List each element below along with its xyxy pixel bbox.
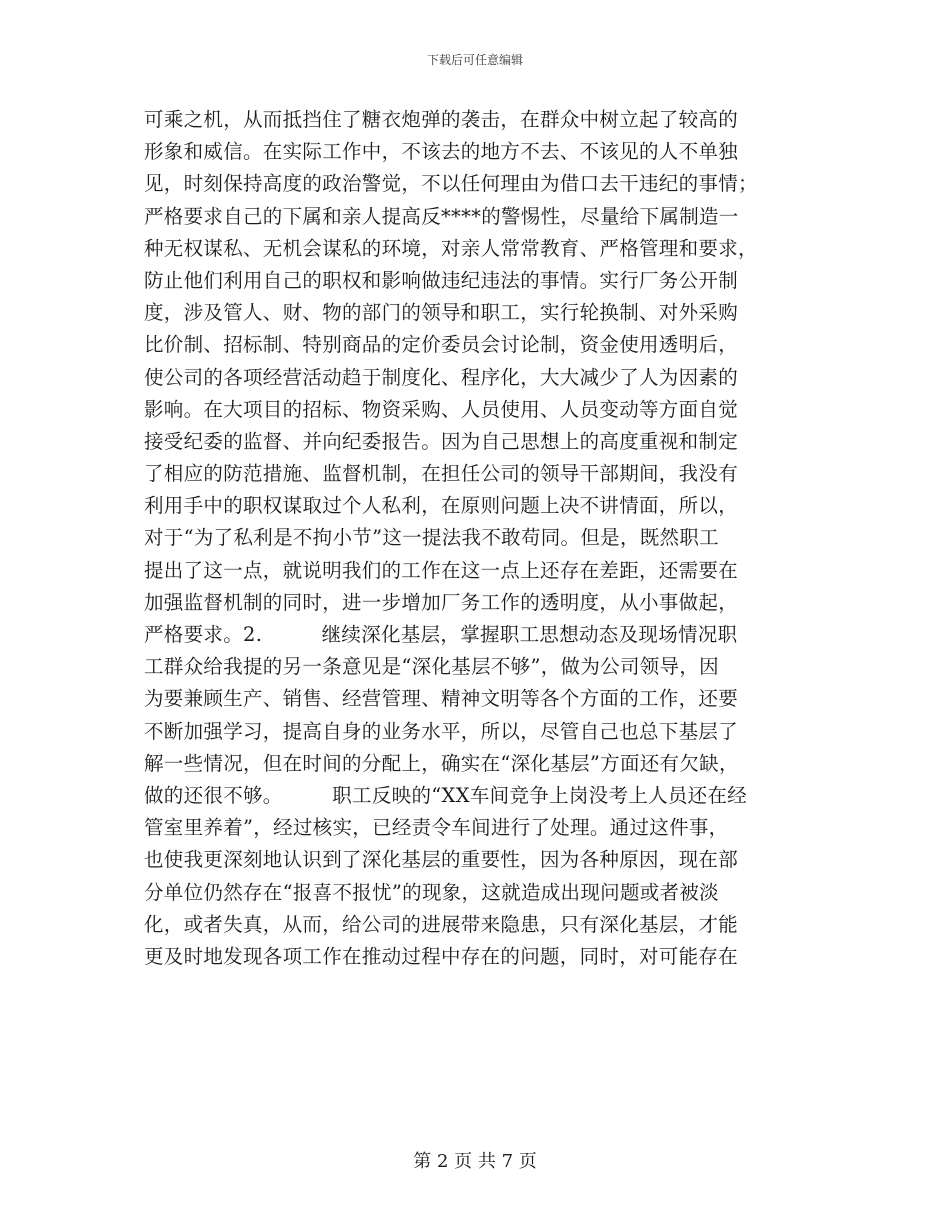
body-text-line: 比价制、招标制、特别商品的定价委员会讨论制，资金使用透明后， (144, 333, 739, 357)
body-text-line: 影响。在大项目的招标、物资采购、人员使用、人员变动等方面自觉 (144, 397, 739, 421)
body-text-line: 使公司的各项经营活动趋于制度化、程序化，大大减少了人为因素的 (144, 365, 739, 389)
body-text-line: 对于“为了私利是不拘小节”这一提法我不敢苟同。但是，既然职工 (144, 526, 719, 550)
body-text-line: 化，或者失真，从而，给公司的进展带来隐患，只有深化基层，才能 (144, 912, 739, 936)
body-text-line: 管室里养着”，经过核实，已经责令车间进行了处理。通过这件事， (144, 816, 729, 840)
body-text-line: 防止他们利用自己的职权和影响做违纪违法的事情。实行厂务公开制 (144, 268, 739, 292)
body-text-line: 可乘之机，从而抵挡住了糖衣炮弹的袭击，在群众中树立起了较高的 (144, 108, 739, 131)
body-text-line: 严格要求自己的下属和亲人提高反****的警惕性，尽量给下属制造一 (144, 204, 739, 228)
body-text-line: 加强监督机制的同时，进一步增加厂务工作的透明度，从小事做起， (144, 590, 739, 614)
body-text-line: 种无权谋私、无机会谋私的环境，对亲人常常教育、严格管理和要求， (144, 236, 758, 260)
body-text-line: 做的还很不够。 职工反映的“XX车间竞争上岗没考上人员还在经 (144, 783, 748, 807)
body-text-line: 为要兼顾生产、销售、经营管理、精神文明等各个方面的工作，还要 (144, 687, 739, 711)
body-text-line: 了相应的防范措施、监督机制，在担任公司的领导干部期间，我没有 (144, 462, 739, 486)
body-text-line: 利用手中的职权谋取过个人私利，在原则问题上决不讲情面，所以， (144, 494, 739, 518)
body-text-line: 分单位仍然存在“报喜不报忧”的现象，这就造成出现问题或者被淡 (144, 880, 719, 904)
document-body (144, 104, 824, 973)
body-text-line: 也使我更深刻地认识到了深化基层的重要性，因为各种原因，现在部 (144, 848, 739, 872)
page-number-footer: 第 2 页 共 7 页 (413, 1151, 537, 1172)
body-text-line: 工群众给我提的另一条意见是“深化基层不够”，做为公司领导，因 (144, 655, 719, 679)
body-text-line: 形象和威信。在实际工作中，不该去的地方不去、不该见的人不单独 (144, 140, 739, 164)
body-text-line: 度，涉及管人、财、物的部门的领导和职工，实行轮换制、对外采购 (144, 301, 739, 325)
body-text-line: 更及时地发现各项工作在推动过程中存在的问题，同时，对可能存在 (144, 944, 739, 968)
body-text-line: 严格要求。2. 继续深化基层，掌握职工思想动态及现场情况职 (144, 623, 738, 646)
page-header-note: 下载后可任意编辑 (426, 53, 523, 67)
body-text-line: 解一些情况，但在时间的分配上，确实在“深化基层”方面还有欠缺， (144, 751, 739, 775)
body-text-line: 提出了这一点，就说明我们的工作在这一点上还存在差距，还需要在 (144, 558, 739, 582)
body-text-line: 不断加强学习，提高自身的业务水平，所以，尽管自己也总下基层了 (144, 719, 739, 743)
body-text-line: 接受纪委的监督、并向纪委报告。因为自己思想上的高度重视和制定 (144, 429, 739, 453)
body-text-line: 见，时刻保持高度的政治警觉，不以任何理由为借口去干违纪的事情； (144, 172, 758, 196)
